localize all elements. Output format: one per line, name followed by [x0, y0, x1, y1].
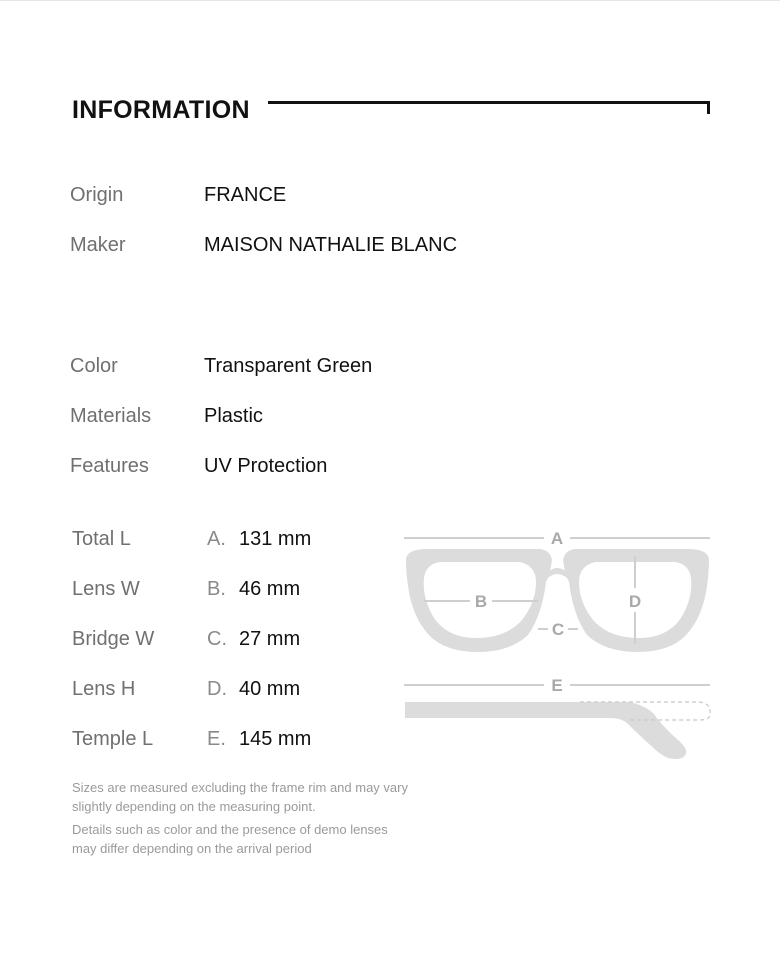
- dimension-label-a: A: [550, 529, 564, 548]
- temple-arm: [405, 702, 686, 759]
- info-label: Maker: [70, 234, 126, 256]
- info-value: FRANCE: [204, 184, 287, 206]
- dimension-label-c: C: [551, 620, 565, 639]
- spec-value: Transparent Green: [204, 355, 373, 377]
- measure-letter: C.: [207, 628, 227, 650]
- top-divider: [0, 0, 780, 1]
- spec-label: Features: [70, 455, 149, 477]
- measure-value: 40 mm: [239, 678, 301, 700]
- measure-letter: A.: [207, 528, 226, 550]
- dimension-label-e: E: [551, 676, 563, 695]
- spec-label: Color: [70, 355, 118, 377]
- dimension-label-b: B: [474, 592, 488, 611]
- measure-value: 27 mm: [239, 628, 301, 650]
- footnotes: [72, 778, 412, 862]
- footnote-details: Details such as color and the presence of demo lenses may differ depending on the arrival period: [72, 822, 388, 856]
- footnote-measurement: Sizes are measured excluding the frame rim and may vary slightly depending on the measuring point.: [72, 780, 408, 814]
- spec-value: Plastic: [204, 405, 263, 427]
- measure-value: 131 mm: [239, 528, 312, 550]
- info-value: MAISON NATHALIE BLANC: [204, 234, 458, 256]
- spec-value: UV Protection: [204, 455, 328, 477]
- glasses-temple-icon: [405, 702, 710, 759]
- info-label: Origin: [70, 184, 124, 206]
- measure-letter: E.: [207, 728, 226, 750]
- measure-value: 46 mm: [239, 578, 301, 600]
- spec-label: Materials: [70, 405, 152, 427]
- section-title: INFORMATION: [72, 96, 250, 124]
- measure-letter: B.: [207, 578, 226, 600]
- measure-label: Lens W: [72, 578, 140, 600]
- measure-letter: D.: [207, 678, 227, 700]
- measure-label: Bridge W: [72, 628, 155, 650]
- measure-label: Total L: [72, 528, 131, 550]
- dimension-label-d: D: [628, 592, 642, 611]
- title-rule-end: [707, 101, 710, 114]
- title-rule: [268, 101, 710, 104]
- measure-value: 145 mm: [239, 728, 312, 750]
- glasses-diagram: [400, 520, 715, 770]
- measure-label: Temple L: [72, 728, 154, 750]
- bridge: [548, 568, 567, 578]
- measure-label: Lens H: [72, 678, 136, 700]
- glasses-diagram-svg: [400, 520, 715, 770]
